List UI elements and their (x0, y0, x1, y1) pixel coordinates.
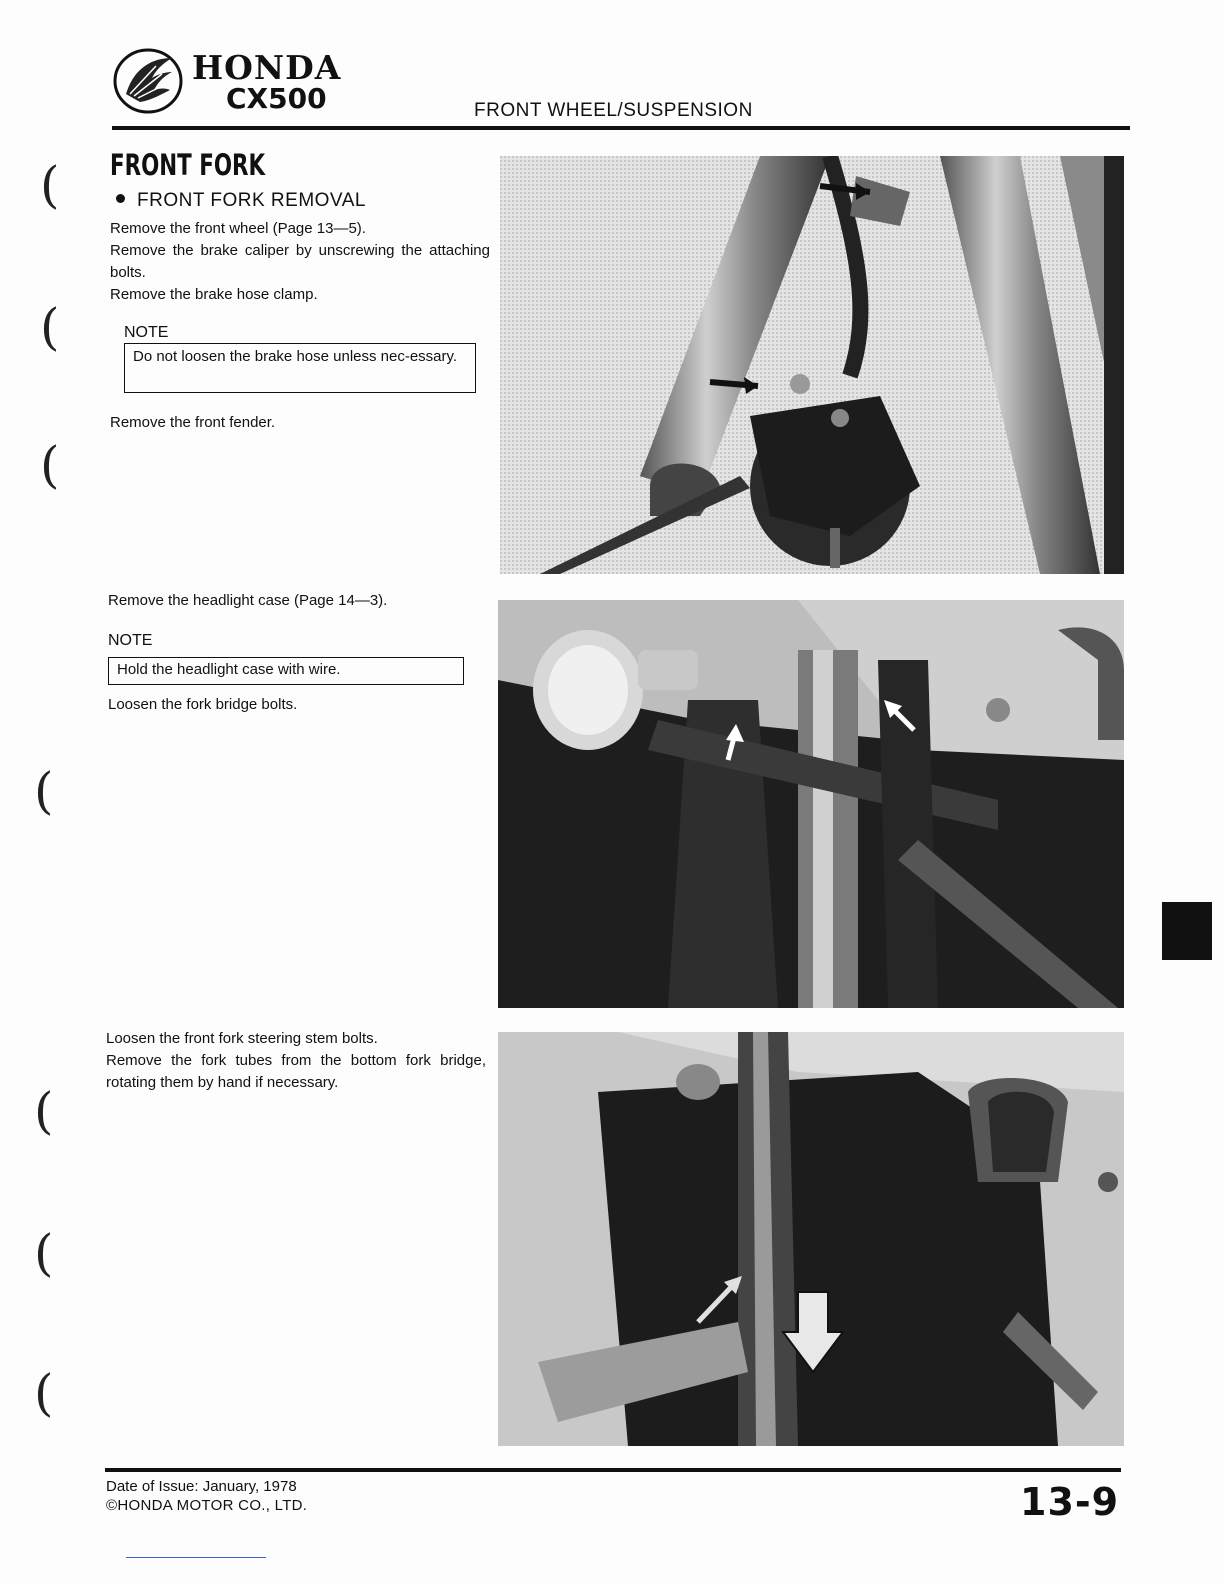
photo-fork-tube-removal (498, 1032, 1124, 1446)
step-front-wheel: Remove the front wheel (Page 13—5). (110, 220, 366, 237)
section-header: FRONT WHEEL/SUSPENSION (474, 100, 753, 121)
page-title: FRONT FORK (110, 148, 266, 182)
step-fork-tubes: Remove the fork tubes from the bottom fork bridge, rotating them by hand if necessary. (106, 1052, 486, 1091)
binder-hole-mark: ( (40, 156, 60, 214)
header-divider (112, 126, 1130, 130)
binder-hole-mark: ( (40, 298, 60, 356)
step-headlight: Remove the headlight case (Page 14—3). (108, 592, 388, 609)
note-label: NOTE (124, 324, 169, 341)
subsection-heading (116, 190, 366, 212)
step-caliper: Remove the brake caliper by unscrewing the attaching bolts. (110, 242, 490, 281)
binder-hole-mark: ( (34, 1082, 54, 1140)
step-group-fork-tubes (106, 1028, 486, 1094)
step-group-removal (110, 218, 490, 306)
step-fender: Remove the front fender. (110, 414, 276, 431)
honda-wing-emblem (112, 44, 184, 116)
bullet-icon (116, 194, 125, 203)
note-label: NOTE (108, 632, 153, 649)
note-box: Do not loosen the brake hose unless nec-essary. (124, 343, 476, 393)
photo-brake-caliper (500, 156, 1124, 574)
binder-hole-mark: ( (40, 436, 60, 494)
photo-fork-bridge (498, 600, 1124, 1008)
binder-hole-mark: ( (34, 762, 54, 820)
issue-date: Date of Issue: January, 1978 (106, 1478, 297, 1495)
subsection-label: FRONT FORK REMOVAL (137, 190, 366, 211)
copyright: ©HONDA MOTOR CO., LTD. (106, 1497, 308, 1514)
page-number: 13-9 (1020, 1480, 1120, 1524)
model-name: CX500 (226, 82, 327, 115)
section-thumb-tab (1162, 902, 1212, 960)
binder-hole-mark: ( (34, 1364, 54, 1422)
underline-link (126, 1557, 266, 1558)
step-bridge-bolts: Loosen the fork bridge bolts. (108, 696, 298, 713)
binder-hole-mark: ( (34, 1224, 54, 1282)
note-box: Hold the headlight case with wire. (108, 657, 464, 685)
brand-name: HONDA (192, 48, 342, 87)
step-hose-clamp: Remove the brake hose clamp. (110, 286, 318, 303)
footer-divider (105, 1468, 1121, 1472)
step-stem-bolts: Loosen the front fork steering stem bolts. (106, 1030, 378, 1047)
